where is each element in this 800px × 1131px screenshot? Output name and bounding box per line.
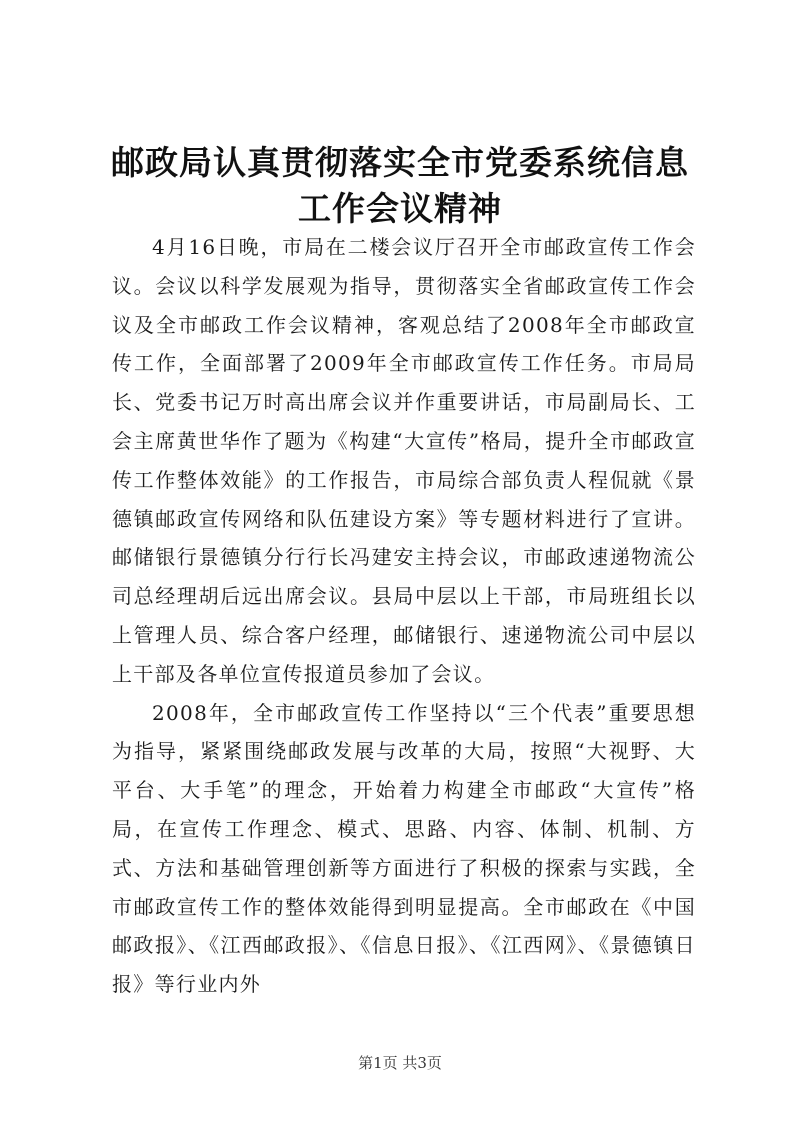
document-body [112,228,696,1004]
document-title: 邮政局认真贯彻落实全市党委系统信息工作会议精神 [111,143,689,228]
paragraph-2: 2008年，全市邮政宣传工作坚持以“三个代表”重要思想为指导，紧紧围绕邮政发展与改革的大局，按照“大视野、大平台、大手笔”的理念，开始着力构建全市邮政“大宣传”格局，在宣传工作理念、模式、思路、内容、体制、机制、方式、方法和基础管理创新等方面进行了积极的探索与实践，全市邮政宣传工作的整体效能得到明显提高。全市邮政在《中国邮政报》、《江西邮政报》、《信息日报》、《江西网》、《景德镇日报》等行业内外 [112,700,696,997]
page-number-footer: 第1页 共3页 [358,1054,442,1072]
paragraph-1: 4月16日晚，市局在二楼会议厅召开全市邮政宣传工作会议。会议以科学发展观为指导，贯彻落实全省邮政宣传工作会议及全市邮政工作会议精神，客观总结了2008年全市邮政宣传工作，全面部署了2009年全市邮政宣传工作任务。市局局长、党委书记万时高出席会议并作重要讲话，市局副局长、工会主席黄世华作了题为《构建“大宣传”格局，提升全市邮政宣传工作整体效能》的工作报告，市局综合部负责人程侃就《景德镇邮政宣传网络和队伍建设方案》等专题材料进行了宣讲。邮储银行景德镇分行行长冯建安主持会议，市邮政速递物流公司总经理胡后远出席会议。县局中层以上干部，市局班组长以上管理人员、综合客户经理，邮储银行、速递物流公司中层以上干部及各单位宣传报道员参加了会议。 [112,235,696,686]
